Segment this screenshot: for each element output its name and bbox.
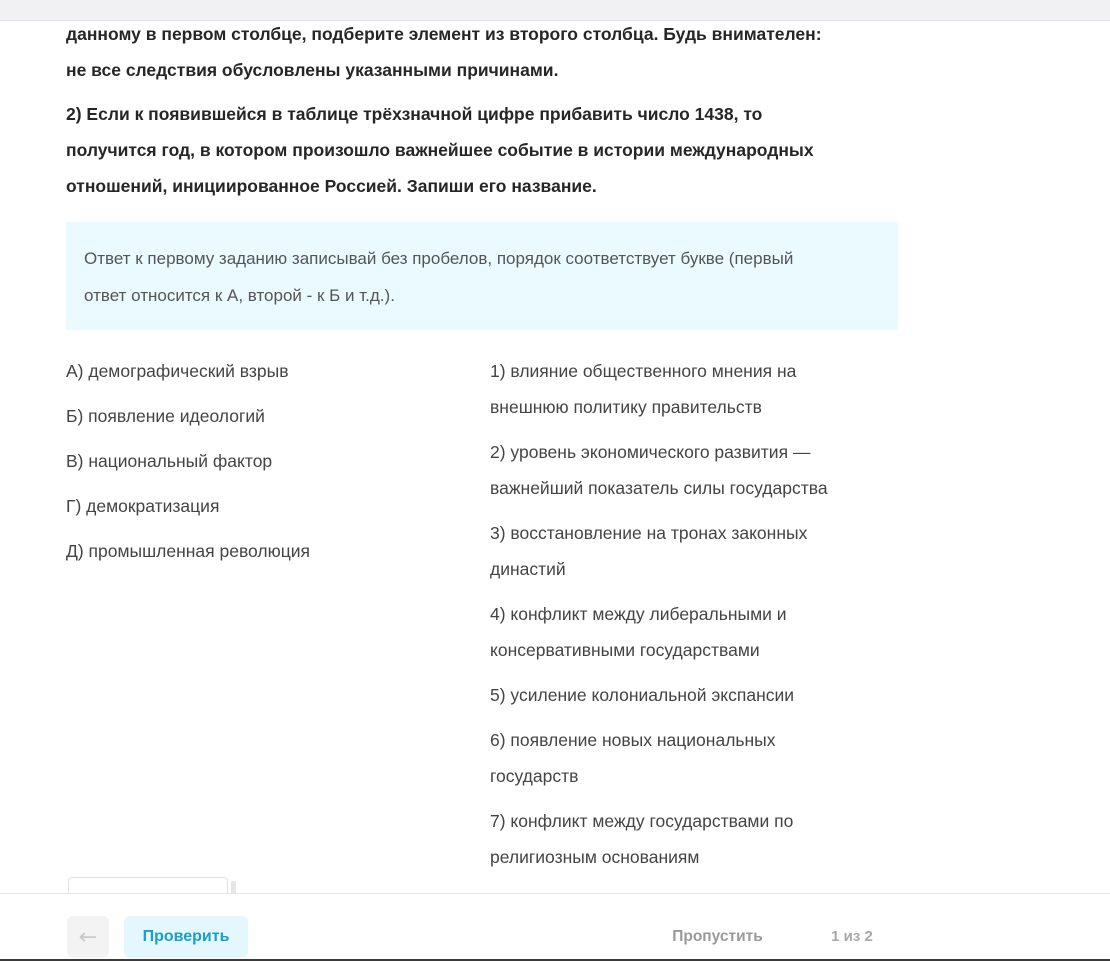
back-button[interactable]	[67, 916, 109, 958]
cause-item: А) демографический взрыв	[66, 361, 289, 381]
consequence-item	[490, 803, 890, 875]
consequence-item	[490, 596, 890, 668]
consequence-line: 7) конфликт между государствами по	[490, 811, 794, 831]
task-content	[66, 16, 898, 330]
consequence-line: консервативными государствами	[490, 640, 760, 660]
hint-box	[66, 222, 898, 330]
consequence-item	[490, 353, 890, 425]
arrow-left-icon: ←	[78, 924, 98, 950]
bottom-bar	[0, 893, 1110, 961]
task-paragraph-2-line: отношений, инициированное Россией. Запиши его название.	[66, 176, 597, 196]
consequence-line: 6) появление новых национальных	[490, 730, 776, 750]
task-paragraph-1-line: данному в первом столбце, подберите элемент из второго столбца. Будь внимателен:	[66, 24, 822, 44]
hint-line: Ответ к первому заданию записывай без пробелов, порядок соответствует букве (первый	[84, 249, 794, 268]
task-paragraph-2-line: 2) Если к появившейся в таблице трёхзначной цифре прибавить число 1438, то	[66, 104, 763, 124]
consequence-item	[490, 722, 890, 794]
check-button[interactable]: Проверить	[124, 916, 248, 958]
hint-line: ответ относится к А, второй - к Б и т.д.).	[84, 286, 395, 305]
question-counter: 1 из 2	[831, 928, 873, 945]
consequence-item	[490, 515, 890, 587]
consequences-column	[490, 353, 890, 884]
consequence-line: 4) конфликт между либеральными и	[490, 604, 787, 624]
consequence-line: 1) влияние общественного мнения на	[490, 361, 797, 381]
task-paragraph-1-line: не все следствия обусловлены указанными причинами.	[66, 60, 559, 80]
consequence-line: 5) усиление колониальной экспансии	[490, 685, 795, 705]
consequence-line: династий	[490, 559, 566, 579]
cause-item: В) национальный фактор	[66, 451, 273, 471]
consequence-line: 2) уровень экономического развития —	[490, 442, 811, 462]
consequence-line: важнейший показатель силы государства	[490, 478, 828, 498]
consequence-item	[490, 677, 890, 713]
consequence-line: государств	[490, 766, 579, 786]
task-paragraph-2-line: получится год, в котором произошло важнейшее событие в истории международных	[66, 140, 814, 160]
consequence-item	[490, 434, 890, 506]
task-paragraph-1	[66, 16, 898, 88]
consequence-line: религиозным основаниям	[490, 847, 700, 867]
cause-item: Б) появление идеологий	[66, 406, 265, 426]
task-paragraph-2	[66, 96, 898, 204]
task-text	[66, 16, 898, 204]
causes-column	[66, 353, 466, 578]
cause-item: Д) промышленная революция	[66, 541, 311, 561]
skip-button[interactable]: Пропустить	[660, 922, 775, 952]
consequence-line: внешнюю политику правительств	[490, 397, 762, 417]
cause-item: Г) демократизация	[66, 496, 220, 516]
consequence-line: 3) восстановление на тронах законных	[490, 523, 808, 543]
